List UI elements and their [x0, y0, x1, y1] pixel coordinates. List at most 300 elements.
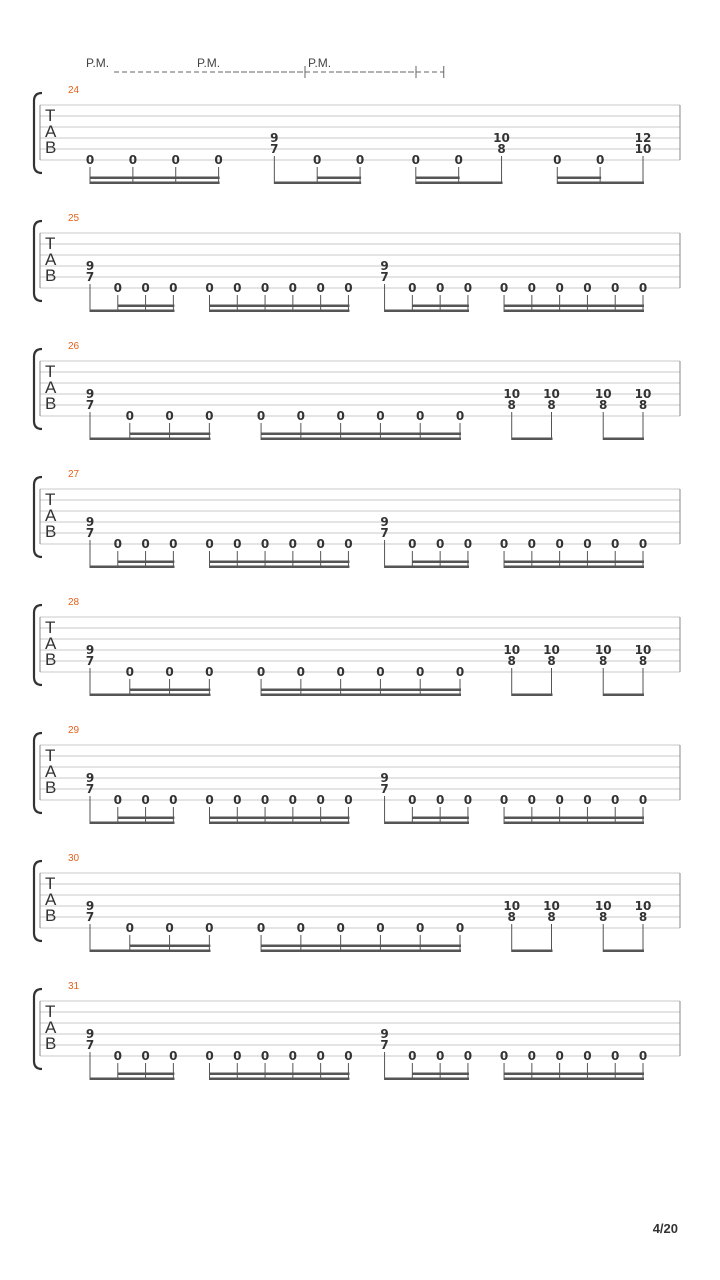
beam [130, 438, 211, 441]
fret-number: 0 [113, 537, 122, 551]
measure-number: 27 [68, 469, 80, 480]
beam [603, 950, 644, 953]
note [261, 281, 269, 312]
note [261, 1049, 269, 1080]
fret-number: 0 [316, 1049, 325, 1063]
tab-letter: T [45, 1002, 56, 1021]
tab-letter: B [45, 906, 57, 925]
fret-number: 0 [583, 537, 592, 551]
note-group [553, 131, 651, 184]
fret-number: 8 [507, 398, 516, 412]
note [555, 537, 563, 568]
note [583, 281, 591, 312]
beam [504, 310, 644, 313]
fret-number: 0 [125, 409, 134, 423]
beam [412, 305, 469, 308]
fret-number: 0 [205, 665, 214, 679]
fret-number: 0 [165, 409, 174, 423]
fret-number: 7 [85, 1038, 95, 1052]
page-number: 4/20 [652, 1221, 678, 1236]
note [257, 921, 265, 952]
note-group [595, 387, 651, 440]
fret-number: 0 [205, 281, 214, 295]
note [380, 771, 388, 824]
tab-letter: T [45, 874, 56, 893]
note [344, 281, 352, 312]
tab-letter: B [45, 394, 57, 413]
palm-mute-label: P.M. [308, 56, 332, 70]
note [86, 643, 94, 696]
fret-number: 0 [233, 1049, 242, 1063]
note-group [380, 515, 472, 568]
note [344, 1049, 352, 1080]
fret-number: 0 [233, 537, 242, 551]
palm-mute-label: P.M. [86, 56, 110, 70]
note [289, 537, 297, 568]
fret-number: 0 [141, 1049, 150, 1063]
note [380, 515, 388, 568]
note [408, 537, 416, 568]
note [316, 793, 324, 824]
fret-number: 0 [463, 281, 473, 295]
note [316, 281, 324, 312]
note [313, 153, 321, 184]
note [543, 387, 560, 440]
fret-number: 0 [296, 921, 306, 935]
note [297, 665, 305, 696]
note [635, 131, 652, 184]
tab-letter: B [45, 1034, 57, 1053]
note [500, 1049, 508, 1080]
note-group [380, 259, 472, 312]
beam [118, 1073, 175, 1076]
fret-number: 0 [638, 1049, 648, 1063]
tab-system [34, 853, 680, 952]
fret-number: 0 [205, 793, 214, 807]
fret-number: 0 [344, 1049, 353, 1063]
fret-number: 9 [85, 387, 95, 401]
note [464, 1049, 472, 1080]
note [503, 387, 520, 440]
note [595, 899, 612, 952]
note-group [86, 771, 178, 824]
beam [317, 177, 361, 180]
note [596, 153, 604, 184]
fret-number: 0 [463, 793, 473, 807]
note-group [86, 515, 178, 568]
fret-number: 8 [497, 142, 506, 156]
note [316, 1049, 324, 1080]
fret-number: 0 [638, 281, 648, 295]
fret-number: 0 [288, 537, 298, 551]
note [141, 281, 149, 312]
beam [261, 438, 461, 441]
palm-mute-markings [86, 56, 444, 78]
measure-number: 24 [68, 85, 80, 96]
beam [118, 310, 175, 313]
fret-number: 10 [493, 131, 510, 145]
fret-number: 8 [547, 654, 556, 668]
fret-number: 8 [638, 654, 648, 668]
note-group [86, 387, 214, 440]
fret-number: 0 [595, 153, 605, 167]
note-group [257, 665, 464, 696]
note [169, 281, 177, 312]
tab-letter: T [45, 234, 56, 253]
fret-number: 9 [85, 643, 95, 657]
note [169, 1049, 177, 1080]
note [500, 793, 508, 824]
note [611, 1049, 619, 1080]
fret-number: 0 [113, 793, 122, 807]
note-group [257, 921, 464, 952]
beam [412, 1078, 469, 1081]
palm-mute-segment [308, 56, 444, 78]
fret-number: 8 [507, 910, 516, 924]
fret-number: 7 [380, 526, 389, 540]
note [555, 793, 563, 824]
measure-number: 31 [68, 981, 80, 992]
note-group [500, 793, 647, 824]
note-group [503, 387, 559, 440]
beam [504, 822, 644, 825]
fret-number: 7 [85, 270, 95, 284]
fret-number: 0 [296, 665, 306, 679]
fret-number: 0 [435, 793, 445, 807]
note-group [380, 771, 472, 824]
note [165, 921, 173, 952]
beam [412, 1073, 469, 1076]
fret-number: 9 [380, 1027, 389, 1041]
beam [603, 694, 644, 697]
fret-number: 0 [125, 665, 134, 679]
note [464, 537, 472, 568]
beam [130, 433, 211, 436]
fret-number: 0 [408, 793, 417, 807]
note [456, 921, 464, 952]
fret-number: 0 [233, 793, 242, 807]
fret-number: 10 [634, 899, 652, 913]
beam [504, 817, 644, 820]
beam [412, 561, 469, 564]
tab-letter: T [45, 490, 56, 509]
fret-number: 0 [454, 153, 463, 167]
fret-number: 0 [214, 153, 223, 167]
note-group [205, 793, 352, 824]
fret-number: 8 [638, 398, 648, 412]
fret-number: 0 [499, 537, 509, 551]
tab-letter: T [45, 618, 56, 637]
fret-number: 8 [507, 654, 516, 668]
note-group [380, 1027, 472, 1080]
note-group [205, 281, 352, 312]
note [500, 281, 508, 312]
fret-number: 9 [85, 515, 95, 529]
note [376, 409, 384, 440]
note [172, 153, 180, 184]
fret-number: 0 [205, 537, 214, 551]
fret-number: 0 [455, 409, 465, 423]
beam [416, 182, 460, 185]
note [416, 409, 424, 440]
beam [512, 438, 553, 441]
fret-number: 0 [165, 665, 174, 679]
tab-system [34, 85, 680, 184]
fret-number: 0 [408, 1049, 417, 1063]
fret-number: 0 [527, 537, 537, 551]
note [456, 665, 464, 696]
fret-number: 7 [380, 270, 389, 284]
note [456, 409, 464, 440]
note-group [412, 131, 510, 184]
note [336, 409, 344, 440]
fret-number: 0 [171, 153, 180, 167]
note [205, 409, 213, 440]
measure-number: 30 [68, 853, 80, 864]
note [86, 387, 94, 440]
fret-number: 9 [85, 259, 95, 273]
note [583, 793, 591, 824]
fret-number: 10 [543, 643, 560, 657]
fret-number: 0 [553, 153, 562, 167]
note [205, 921, 213, 952]
fret-number: 0 [376, 409, 385, 423]
note [289, 793, 297, 824]
note [257, 665, 265, 696]
beam [130, 694, 211, 697]
note-group [205, 1049, 352, 1080]
beam [90, 177, 220, 180]
fret-number: 0 [435, 537, 445, 551]
fret-number: 0 [435, 1049, 445, 1063]
note-group [86, 259, 178, 312]
note [528, 537, 536, 568]
note-group [257, 409, 464, 440]
note [635, 899, 652, 952]
beam [209, 566, 349, 569]
fret-number: 10 [543, 387, 560, 401]
beam [118, 305, 175, 308]
note [86, 899, 94, 952]
note [86, 515, 94, 568]
fret-number: 0 [555, 281, 564, 295]
note [500, 537, 508, 568]
note [114, 537, 122, 568]
note [261, 793, 269, 824]
note [376, 921, 384, 952]
tab-letter: T [45, 746, 56, 765]
fret-number: 8 [547, 398, 556, 412]
beam [557, 182, 601, 185]
note-group [500, 537, 647, 568]
fret-number: 0 [499, 793, 509, 807]
fret-number: 0 [169, 281, 178, 295]
fret-number: 0 [313, 153, 322, 167]
note [503, 643, 520, 696]
tab-system [34, 469, 680, 568]
fret-number: 0 [583, 281, 592, 295]
fret-number: 0 [205, 921, 214, 935]
note [129, 153, 137, 184]
fret-number: 0 [256, 921, 266, 935]
note [205, 281, 213, 312]
beam [504, 1078, 644, 1081]
note [316, 537, 324, 568]
note [86, 771, 94, 824]
note [436, 537, 444, 568]
note [126, 921, 134, 952]
beam [412, 310, 469, 313]
note [86, 153, 94, 184]
beam [130, 945, 211, 948]
note [261, 537, 269, 568]
note [408, 281, 416, 312]
beam [130, 689, 211, 692]
fret-number: 0 [355, 153, 365, 167]
note-group [503, 899, 559, 952]
fret-number: 0 [611, 793, 620, 807]
fret-number: 0 [455, 921, 465, 935]
fret-number: 0 [205, 1049, 214, 1063]
beam [209, 822, 349, 825]
beam [209, 561, 349, 564]
note [289, 1049, 297, 1080]
tab-system [34, 213, 680, 312]
beam [90, 182, 220, 185]
fret-number: 0 [205, 409, 214, 423]
tab-letter: A [45, 634, 57, 653]
beam [118, 566, 175, 569]
fret-number: 9 [380, 771, 389, 785]
fret-number: 0 [527, 281, 537, 295]
note [233, 537, 241, 568]
note [408, 1049, 416, 1080]
fret-number: 0 [316, 281, 325, 295]
measure-number: 25 [68, 213, 80, 224]
fret-number: 0 [527, 793, 537, 807]
tab-letter: A [45, 378, 57, 397]
note [114, 793, 122, 824]
note [436, 281, 444, 312]
fret-number: 0 [408, 537, 417, 551]
note [464, 793, 472, 824]
note [205, 1049, 213, 1080]
fret-number: 10 [594, 643, 612, 657]
fret-number: 7 [85, 782, 95, 796]
note [344, 537, 352, 568]
note [464, 281, 472, 312]
fret-number: 0 [336, 409, 345, 423]
fret-number: 0 [376, 665, 385, 679]
note [297, 921, 305, 952]
fret-number: 0 [256, 665, 266, 679]
note [205, 665, 213, 696]
fret-number: 0 [85, 153, 95, 167]
tab-letter: T [45, 106, 56, 125]
fret-number: 0 [555, 537, 564, 551]
tab-letter: B [45, 138, 57, 157]
note [297, 409, 305, 440]
beam [504, 561, 644, 564]
note [412, 153, 420, 184]
note [214, 153, 222, 184]
note [408, 793, 416, 824]
beam [317, 182, 361, 185]
note [611, 537, 619, 568]
beam [412, 566, 469, 569]
fret-number: 0 [463, 537, 473, 551]
note [233, 281, 241, 312]
note [639, 793, 647, 824]
note-group [86, 899, 214, 952]
measure-number: 29 [68, 725, 80, 736]
fret-number: 0 [128, 153, 138, 167]
tab-letter: A [45, 762, 57, 781]
note [141, 793, 149, 824]
fret-number: 10 [543, 899, 560, 913]
fret-number: 0 [499, 1049, 509, 1063]
note [380, 1027, 388, 1080]
beam [512, 950, 553, 953]
fret-number: 0 [638, 793, 648, 807]
note-group [595, 899, 651, 952]
note [141, 537, 149, 568]
fret-number: 0 [411, 153, 420, 167]
fret-number: 8 [599, 910, 608, 924]
fret-number: 0 [125, 921, 134, 935]
note [583, 537, 591, 568]
beam [130, 950, 211, 953]
note [639, 281, 647, 312]
fret-number: 0 [416, 665, 425, 679]
palm-mute-label: P.M. [197, 56, 221, 70]
note-group [86, 643, 214, 696]
note-group [503, 643, 559, 696]
fret-number: 10 [634, 387, 652, 401]
note-group [86, 1027, 178, 1080]
fret-number: 0 [611, 1049, 620, 1063]
fret-number: 0 [169, 1049, 178, 1063]
fret-number: 0 [260, 537, 270, 551]
note [595, 643, 612, 696]
note [528, 281, 536, 312]
note [493, 131, 510, 184]
beam [261, 689, 461, 692]
beam [504, 305, 644, 308]
note [169, 793, 177, 824]
tab-letter: A [45, 506, 57, 525]
note [126, 665, 134, 696]
fret-number: 9 [85, 771, 95, 785]
fret-number: 0 [435, 281, 445, 295]
fret-number: 10 [634, 142, 652, 156]
note [336, 921, 344, 952]
beam [416, 177, 460, 180]
fret-number: 0 [499, 281, 509, 295]
note [635, 643, 652, 696]
fret-number: 0 [113, 281, 122, 295]
fret-number: 0 [455, 665, 465, 679]
fret-number: 10 [503, 643, 521, 657]
beam [412, 822, 469, 825]
fret-number: 9 [380, 515, 389, 529]
tab-letter: B [45, 778, 57, 797]
fret-number: 10 [594, 899, 612, 913]
note [454, 153, 462, 184]
note [356, 153, 364, 184]
fret-number: 0 [260, 1049, 270, 1063]
fret-number: 0 [169, 793, 178, 807]
